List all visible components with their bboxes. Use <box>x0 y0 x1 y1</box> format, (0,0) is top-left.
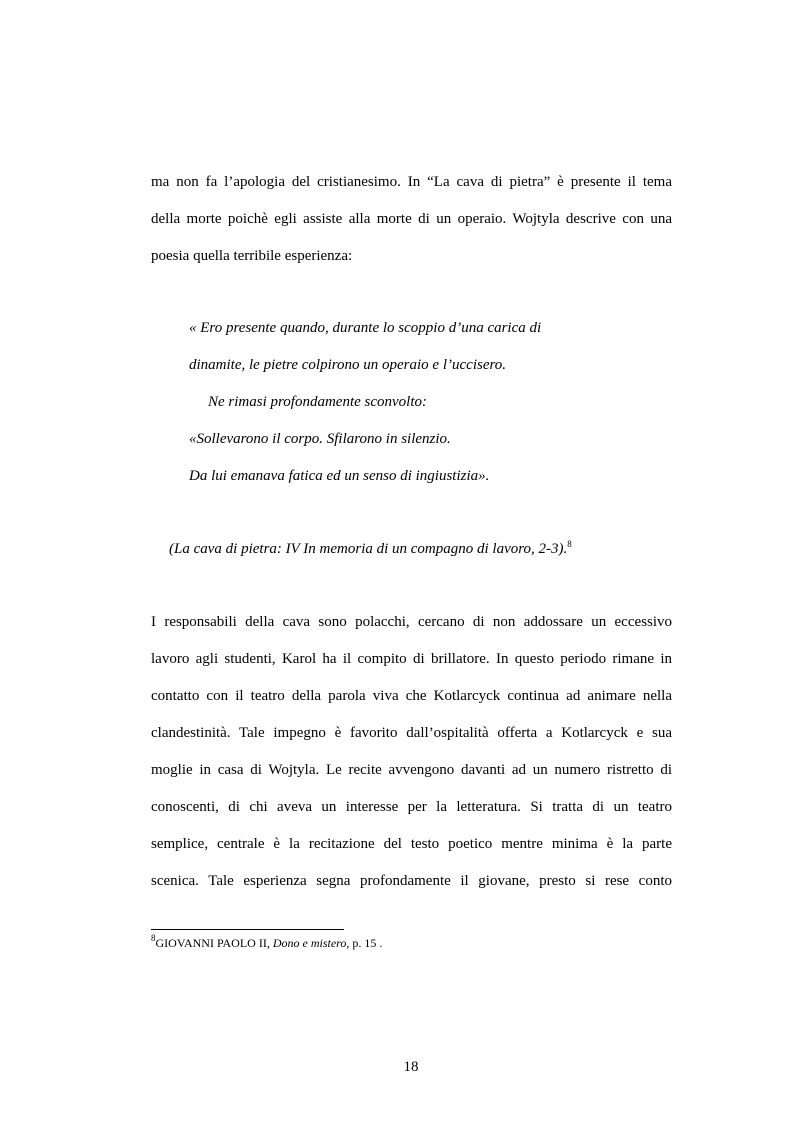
paragraph-2-line-1: I responsabili della cava sono polacchi, cercano di non addossare un eccessivo <box>151 614 672 630</box>
paragraph-2-line-2: lavoro agli studenti, Karol ha il compito di brillatore. In questo periodo rimane in <box>151 651 672 667</box>
paragraph-2-line-6: conoscenti, di chi aveva un interesse per la letteratura. Si tratta di un teatro <box>151 799 672 815</box>
poem-line-3: Ne rimasi profondamente sconvolto: <box>208 394 428 410</box>
footnote-title: Dono e mistero <box>272 936 347 950</box>
paragraph-2-line-4: clandestinità. Tale impegno è favorito dall’ospitalità offerta a Kotlarcyck e sua <box>151 725 672 741</box>
citation-text: (La cava di pietra: IV In memoria di un compagno di lavoro, 2-3). <box>169 541 568 557</box>
paragraph-2-line-5: moglie in casa di Wojtyla. Le recite avvengono davanti ad un numero ristretto di <box>151 762 672 778</box>
poem-line-5: Da lui emanava fatica ed un senso di ingiustizia». <box>189 468 490 484</box>
footnote-separator <box>151 929 344 930</box>
paragraph-1-line-2: della morte poichè egli assiste alla morte di un operaio. Wojtyla descrive con una <box>151 211 672 227</box>
footnote-author: GIOVANNI PAOLO II, <box>155 936 273 950</box>
paragraph-2-line-8: scenica. Tale esperienza segna profondamente il giovane, presto si rese conto <box>151 873 672 889</box>
paragraph-1-line-1: ma non fa l’apologia del cristianesimo. In “La cava di pietra” è presente il tema <box>151 174 672 190</box>
poem-line-2: dinamite, le pietre colpirono un operaio e l’uccisero. <box>189 357 507 373</box>
poem-citation <box>169 540 572 558</box>
paragraph-2-line-3: contatto con il teatro della parola viva che Kotlarcyck continua ad animare nella <box>151 688 672 704</box>
paragraph-1-line-3: poesia quella terribile esperienza: <box>151 248 353 264</box>
poem-line-4: «Sollevarono il corpo. Sfilarono in silenzio. <box>189 431 451 447</box>
page-number: 18 <box>403 1059 419 1075</box>
poem-line-1: « Ero presente quando, durante lo scoppio d’una carica di <box>189 320 542 336</box>
footnote-reference[interactable]: 8 <box>567 539 572 549</box>
paragraph-2-line-7: semplice, centrale è la recitazione del testo poetico mentre minima è la parte <box>151 836 672 852</box>
footnote-number: 8 <box>151 933 156 943</box>
footnote-rest: , p. 15 . <box>346 936 383 950</box>
footnote <box>151 933 383 950</box>
